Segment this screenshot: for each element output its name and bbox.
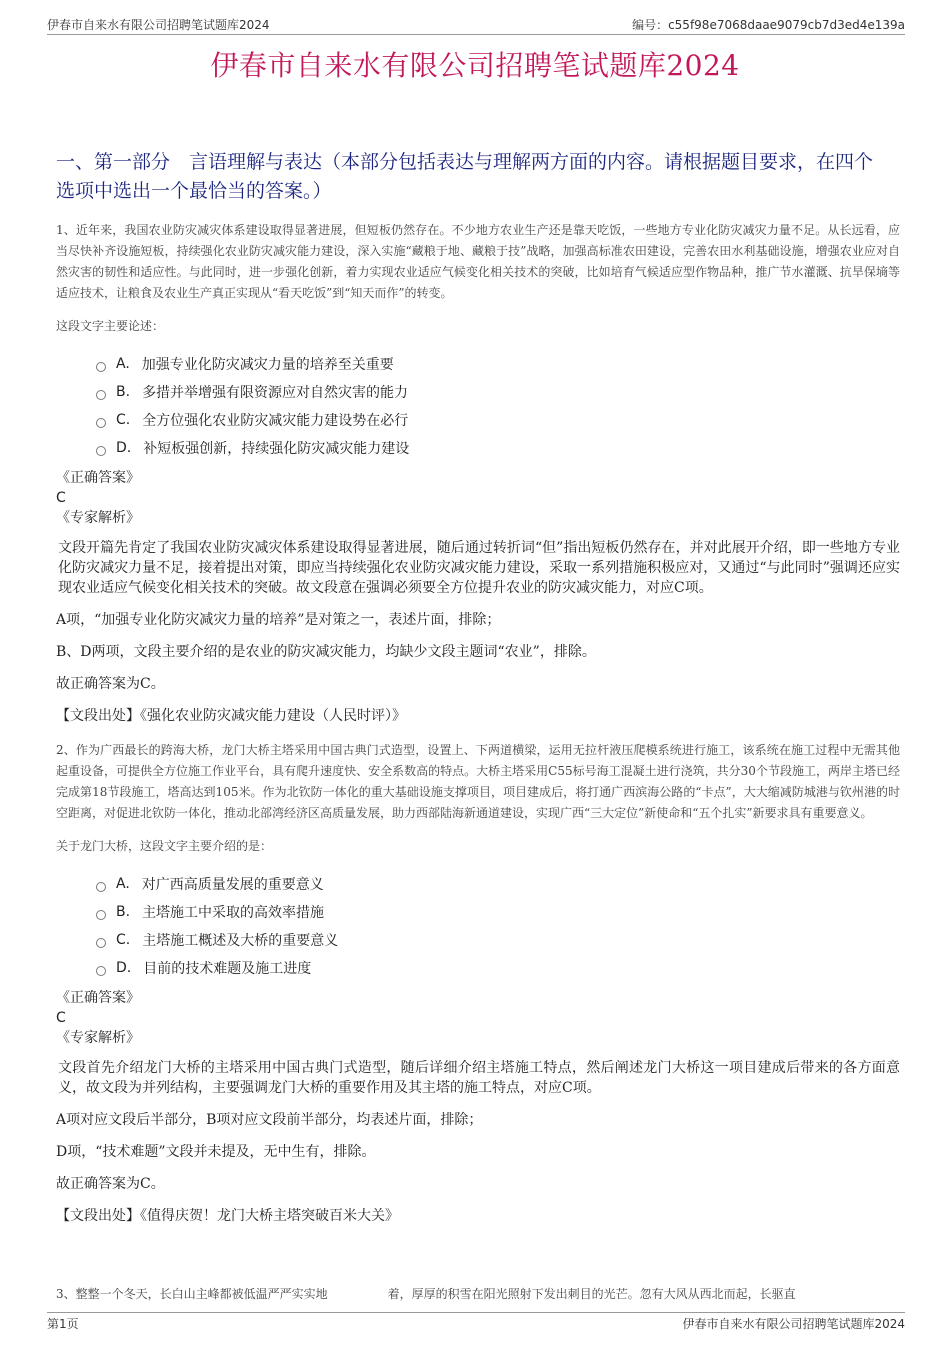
radio-icon[interactable] [96, 910, 106, 920]
header-title: 伊春市自来水有限公司招聘笔试题库2024 [47, 18, 270, 32]
page-header [47, 14, 905, 35]
source-line: 【文段出处】《强化农业防灾减灾能力建设（人民时评）》 [56, 708, 406, 724]
analysis-label: 《专家解析》 [56, 510, 140, 526]
answer-value: C [56, 490, 66, 506]
source-line: 【文段出处】《值得庆贺！龙门大桥主塔突破百米大关》 [56, 1208, 399, 1224]
option-text: 主塔施工中采取的高效率措施 [142, 905, 325, 921]
option-letter: A. [116, 356, 130, 372]
question-2-prompt: 关于龙门大桥，这段文字主要介绍的是： [56, 839, 273, 853]
question-1-option-b[interactable] [96, 378, 900, 406]
radio-icon[interactable] [96, 362, 106, 372]
question-1-prompt: 这段文字主要论述： [56, 319, 165, 333]
question-2-options [96, 870, 900, 982]
radio-icon[interactable] [96, 938, 106, 948]
analysis-label: 《专家解析》 [56, 1030, 140, 1046]
question-content [56, 220, 900, 1226]
option-letter: B. [116, 384, 131, 400]
radio-icon[interactable] [96, 966, 106, 976]
question-1-option-d[interactable] [96, 434, 900, 462]
analysis-text: 文段开篇先肯定了我国农业防灾减灾体系建设取得显著进展，随后通过转折词“但”指出短板仍然存在，并对此展开介绍，即一些地方专业化防灾减灾力量不足，接着提出对策，即应当持续强化农业防灾减灾能力建设，采取一系列措施积极应对，又通过“与此同时”强调还应实现农业适应气候变化相关技术的突破。故文段意在强调必须要全方位提升农业的防灾减灾能力，对应C项。 [58, 540, 900, 596]
option-letter: D. [116, 440, 132, 456]
option-letter: A. [116, 876, 130, 892]
option-text: 目前的技术难题及施工进度 [143, 961, 312, 977]
radio-icon[interactable] [96, 418, 106, 428]
question-2-option-a[interactable] [96, 870, 900, 898]
analysis-line: 故正确答案为C。 [56, 676, 165, 692]
radio-icon[interactable] [96, 446, 106, 456]
question-2-text: 2、作为广西最长的跨海大桥，龙门大桥主塔采用中国古典门式造型，设置上、下两道横梁，运用无拉杆液压爬模系统进行施工，该系统在施工过程中无需其他起重设备，可提供全方位施工作业平台，具有爬升速度快、安全系数高的特点。大桥主塔采用C55标号海工混凝土进行浇筑，共分30个节段施工，两岸主塔已经完成第18节段施工，塔高达到105米。作为北钦防一体化的重大基础设施支撑项目，项目建成后，将打通广西滨海公路的“卡点”，大大缩减防城港与钦州港的时空距离，对促进北钦防一体化，推动北部湾经济区高质量发展，助力西部陆海新通道建设，实现广西“三大定位”新使命和“五个扎实”新要求具有重要意义。 [56, 743, 900, 820]
option-text: 加强专业化防灾减灾力量的培养至关重要 [141, 357, 394, 373]
analysis-line: 故正确答案为C。 [56, 1176, 165, 1192]
analysis-line: A项，“加强专业化防灾减灾力量的培养”是对策之一，表述片面，排除； [56, 612, 501, 628]
answer-label: 《正确答案》 [56, 990, 140, 1006]
question-3-text [56, 1284, 900, 1305]
option-letter: B. [116, 904, 131, 920]
question-3-text-start: 3、整整一个冬天，长白山主峰都被低温严严实实地 [56, 1287, 328, 1301]
option-text: 补短板强创新，持续强化防灾减灾能力建设 [143, 441, 410, 457]
section-heading: 一、第一部分 言语理解与表达（本部分包括表达与理解两方面的内容。请根据题目要求，在四个选项中选出一个最恰当的答案。） [56, 151, 874, 202]
analysis-line: D项，“技术难题”文段并未提及，无中生有，排除。 [56, 1144, 376, 1160]
analysis-text: 文段首先介绍龙门大桥的主塔采用中国古典门式造型，随后详细介绍主塔施工特点，然后阐述龙门大桥这一项目建成后带来的各方面意义，故文段为并列结构，主要强调龙门大桥的重要作用及其主塔的施工特点，对应C项。 [58, 1060, 900, 1096]
answer-value: C [56, 1010, 66, 1026]
option-text: 全方位强化农业防灾减灾能力建设势在必行 [142, 413, 409, 429]
question-2-option-b[interactable] [96, 898, 900, 926]
page-title: 伊春市自来水有限公司招聘笔试题库2024 [210, 49, 740, 82]
analysis-line: A项对应文段后半部分，B项对应文段前半部分，均表述片面，排除； [56, 1112, 483, 1128]
option-letter: D. [116, 960, 132, 976]
option-text: 主塔施工概述及大桥的重要意义 [142, 933, 339, 949]
page-number: 第1页 [47, 1317, 79, 1331]
option-text: 对广西高质量发展的重要意义 [141, 877, 324, 893]
footer-title: 伊春市自来水有限公司招聘笔试题库2024 [682, 1317, 905, 1331]
header-doc-id: 编号：c55f98e7068daae9079cb7d3ed4e139a [632, 18, 905, 32]
question-2-option-d[interactable] [96, 954, 900, 982]
question-3-text-end: 着，厚厚的积雪在阳光照射下发出刺目的光芒。忽有大风从西北而起，长驱直 [387, 1287, 796, 1301]
answer-label: 《正确答案》 [56, 470, 140, 486]
radio-icon[interactable] [96, 882, 106, 892]
analysis-line: B、D两项，文段主要介绍的是农业的防灾减灾能力，均缺少文段主题词“农业”，排除。 [56, 644, 596, 660]
option-text: 多措并举增强有限资源应对自然灾害的能力 [142, 385, 409, 401]
question-1-option-a[interactable] [96, 350, 900, 378]
option-letter: C. [116, 932, 131, 948]
page-footer [47, 1312, 905, 1333]
question-2-option-c[interactable] [96, 926, 900, 954]
radio-icon[interactable] [96, 390, 106, 400]
option-letter: C. [116, 412, 131, 428]
question-1-option-c[interactable] [96, 406, 900, 434]
question-1-text: 1、近年来，我国农业防灾减灾体系建设取得显著进展，但短板仍然存在。不少地方农业生产还是靠天吃饭，一些地方专业化防灾减灾力量不足。从长远看，应当尽快补齐设施短板，持续强化农业防灾减灾能力建设，深入实施“藏粮于地、藏粮于技”战略，加强高标准农田建设，完善农田水利基础设施，增强农业应对自然灾害的韧性和适应性。与此同时，进一步强化创新，着力实现农业适应气候变化相关技术的突破，比如培育气候适应型作物品种，推广节水灌溉、抗旱保墒等适应技术，让粮食及农业生产真正实现从“看天吃饭”到“知天而作”的转变。 [56, 223, 900, 300]
question-1-options [96, 350, 900, 462]
